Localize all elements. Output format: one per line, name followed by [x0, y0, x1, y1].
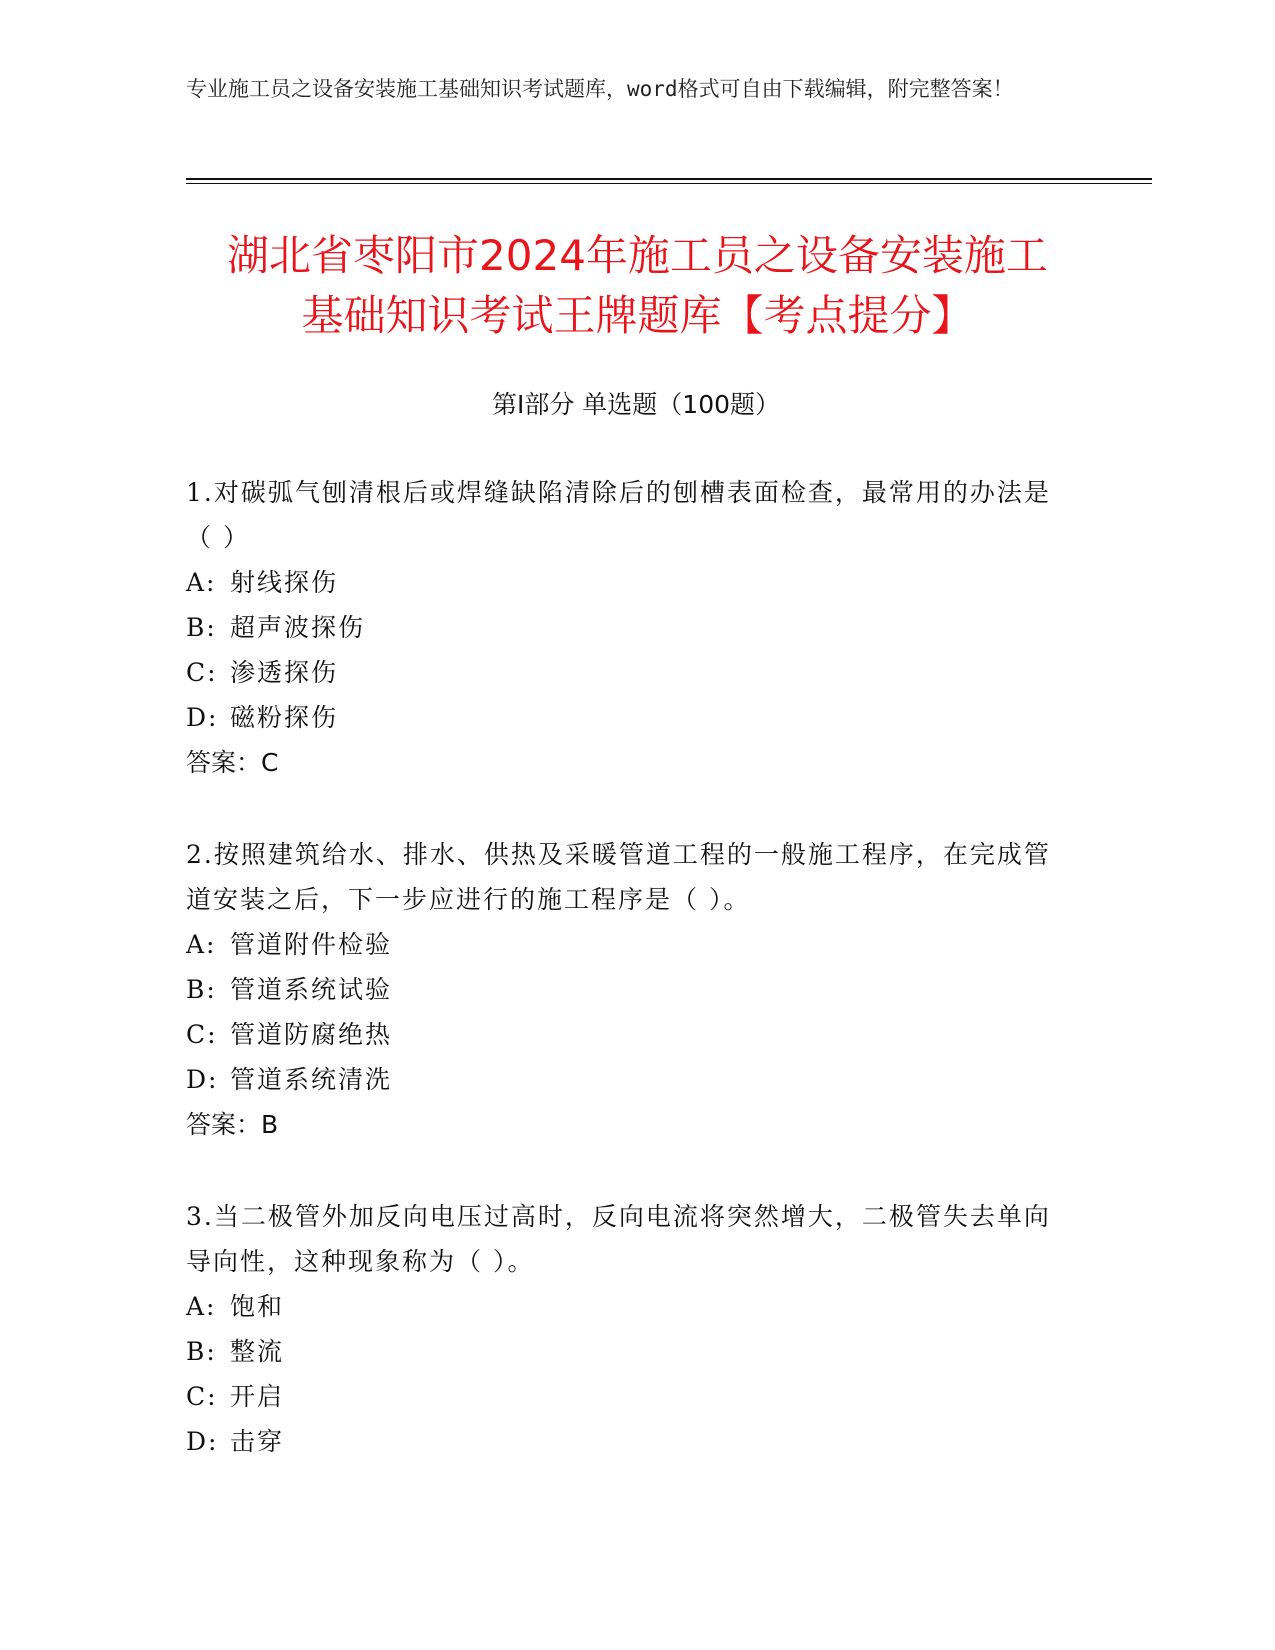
question-stem: 3.当二极管外加反向电压过高时，反向电流将突然增大，二极管失去单向导向性，这种现象称为（ ）。 — [186, 1202, 1051, 1276]
option-text: 磁粉探伤 — [230, 703, 339, 732]
question-item — [186, 1194, 1066, 1464]
question-stem: 1.对碳弧气刨清根后或焊缝缺陷清除后的刨槽表面检查，最常用的办法是（ ） — [186, 478, 1051, 552]
option-key: C: — [186, 1382, 218, 1411]
option-d — [186, 695, 1066, 740]
option-c — [186, 650, 1066, 695]
option-key: B: — [186, 613, 217, 642]
option-a — [186, 922, 1066, 967]
option-d — [186, 1419, 1066, 1464]
option-key: B: — [186, 1337, 217, 1366]
answer-line: 答案：C — [186, 748, 279, 777]
document-title — [150, 226, 1125, 346]
option-text: 整流 — [230, 1337, 285, 1366]
option-text: 渗透探伤 — [230, 658, 339, 687]
option-a — [186, 560, 1066, 605]
option-key: D: — [186, 1065, 219, 1094]
option-key: B: — [186, 975, 217, 1004]
header-note: 专业施工员之设备安装施工基础知识考试题库，word格式可自由下载编辑，附完整答案！ — [186, 77, 1014, 101]
option-key: C: — [186, 658, 218, 687]
option-b — [186, 605, 1066, 650]
option-text: 开启 — [230, 1382, 285, 1411]
option-text: 射线探伤 — [230, 568, 339, 597]
option-c — [186, 1374, 1066, 1419]
option-key: C: — [186, 1020, 218, 1049]
option-key: A: — [186, 1292, 217, 1321]
option-text: 击穿 — [230, 1427, 285, 1456]
question-stem: 2.按照建筑给水、排水、供热及采暖管道工程的一般施工程序，在完成管道安装之后，下一步应进行的施工程序是（ ）。 — [186, 840, 1051, 914]
option-text: 超声波探伤 — [230, 613, 366, 642]
option-key: A: — [186, 930, 217, 959]
header-divider-thin — [186, 183, 1152, 184]
title-line-1: 湖北省枣阳市2024年施工员之设备安装施工 — [227, 231, 1048, 280]
question-item — [186, 832, 1066, 1147]
option-key: D: — [186, 1427, 219, 1456]
option-text: 管道防腐绝热 — [230, 1020, 393, 1049]
question-item — [186, 470, 1066, 785]
header-divider-thick — [186, 178, 1152, 180]
option-a — [186, 1284, 1066, 1329]
option-text: 管道系统试验 — [230, 975, 393, 1004]
answer-line: 答案：B — [186, 1110, 279, 1139]
option-key: A: — [186, 568, 217, 597]
option-c — [186, 1012, 1066, 1057]
option-text: 管道附件检验 — [230, 930, 393, 959]
option-d — [186, 1057, 1066, 1102]
option-key: D: — [186, 703, 219, 732]
option-b — [186, 967, 1066, 1012]
option-text: 管道系统清洗 — [230, 1065, 393, 1094]
section-title: 第I部分 单选题（100题） — [491, 390, 781, 419]
option-text: 饱和 — [230, 1292, 285, 1321]
option-b — [186, 1329, 1066, 1374]
title-line-2: 基础知识考试王牌题库【考点提分】 — [301, 291, 974, 340]
